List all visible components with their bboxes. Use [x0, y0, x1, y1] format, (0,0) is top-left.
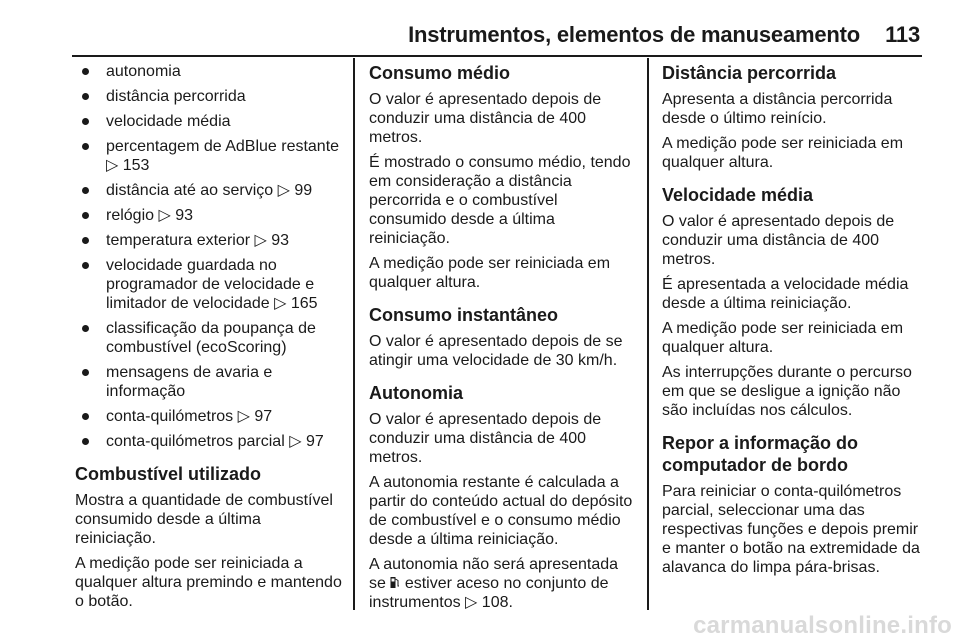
section-heading-combustivel: Combustível utilizado — [75, 464, 262, 484]
bullet-icon — [82, 68, 89, 75]
paragraph: É mostrado o consumo médio, tendo em consideração a distância percorrida e o combustível consumido desde a última reiniciação. — [369, 154, 631, 247]
section-heading-consumo-medio: Consumo médio — [369, 63, 511, 83]
paragraph: O valor é apresentado depois de se atingir uma velocidade de 30 km/h. — [369, 333, 623, 369]
paragraph: Mostra a quantidade de combustível consumido desde a última reiniciação. — [75, 492, 333, 547]
bullet-icon — [82, 325, 89, 332]
paragraph: Para reiniciar o conta-quilómetros parcial, seleccionar uma das respectivas funções e depois premir e manter o botão na extremidade da alavanca do limpa pára-brisas. — [662, 483, 920, 576]
paragraph: A medição pode ser reiniciada a qualquer altura premindo e mantendo o botão. — [75, 555, 342, 610]
section-heading-consumo-instantaneo: Consumo instantâneo — [369, 305, 559, 325]
list-item: conta-quilómetros parcial ▷ 97 — [75, 432, 345, 451]
bullet-icon — [82, 237, 89, 244]
paragraph: O valor é apresentado depois de conduzir uma distância de 400 metros. — [662, 213, 895, 268]
list-item: classificação da poupança de combustível (ecoScoring) — [75, 319, 345, 357]
list-item: percentagem de AdBlue restante ▷ 153 — [75, 137, 345, 175]
section-heading-autonomia: Autonomia — [369, 383, 463, 403]
list-item: conta-quilómetros ▷ 97 — [75, 407, 345, 426]
bullet-icon — [82, 118, 89, 125]
fuel-pump-icon — [390, 576, 400, 589]
bullet-icon — [82, 187, 89, 194]
section-heading-distancia: Distância percorrida — [662, 63, 837, 83]
header-rule — [72, 55, 922, 57]
bullet-icon — [82, 438, 89, 445]
list-item: velocidade guardada no programador de velocidade e limitador de velocidade ▷ 165 — [75, 256, 345, 313]
column-middle — [369, 62, 637, 618]
paragraph: É apresentada a velocidade média desde a última reiniciação. — [662, 276, 909, 312]
section-heading-repor: Repor a informação do computador de bordo — [662, 433, 859, 475]
paragraph: A autonomia não será apresentada se estiver aceso no conjunto de instrumentos ▷ 108. — [369, 556, 619, 611]
paragraph: As interrupções durante o percurso em que se desligue a ignição não são incluídas nos cálculos. — [662, 364, 912, 419]
section-heading-velocidade: Velocidade média — [662, 185, 814, 205]
page-number: 113 — [885, 22, 920, 47]
info-list — [75, 62, 345, 451]
bullet-icon — [82, 143, 89, 150]
paragraph: O valor é apresentado depois de conduzir uma distância de 400 metros. — [369, 91, 602, 146]
watermark: carmanualsonline.info — [693, 612, 952, 639]
paragraph: Apresenta a distância percorrida desde o último reinício. — [662, 91, 893, 127]
bullet-icon — [82, 93, 89, 100]
list-item: mensagens de avaria e informação — [75, 363, 345, 401]
page-title: Instrumentos, elementos de manuseamento — [408, 22, 860, 47]
list-item: relógio ▷ 93 — [75, 206, 345, 225]
column-divider-2 — [647, 58, 649, 610]
list-item: distância percorrida — [75, 87, 345, 106]
bullet-icon — [82, 212, 89, 219]
paragraph: O valor é apresentado depois de conduzir uma distância de 400 metros. — [369, 411, 602, 466]
list-item: distância até ao serviço ▷ 99 — [75, 181, 345, 200]
list-item: temperatura exterior ▷ 93 — [75, 231, 345, 250]
bullet-icon — [82, 369, 89, 376]
list-item: velocidade média — [75, 112, 345, 131]
paragraph: A medição pode ser reiniciada em qualquer altura. — [369, 255, 611, 291]
paragraph: A autonomia restante é calculada a partir do conteúdo actual do depósito de combustível e o consumo médio desde a última reiniciação. — [369, 474, 633, 548]
column-left — [75, 62, 345, 617]
list-item: autonomia — [75, 62, 345, 81]
bullet-icon — [82, 262, 89, 269]
page-header — [0, 22, 920, 52]
paragraph: A medição pode ser reiniciada em qualquer altura. — [662, 320, 904, 356]
paragraph: A medição pode ser reiniciada em qualquer altura. — [662, 135, 904, 171]
column-divider-1 — [353, 58, 355, 610]
bullet-icon — [82, 413, 89, 420]
column-right — [662, 62, 924, 583]
